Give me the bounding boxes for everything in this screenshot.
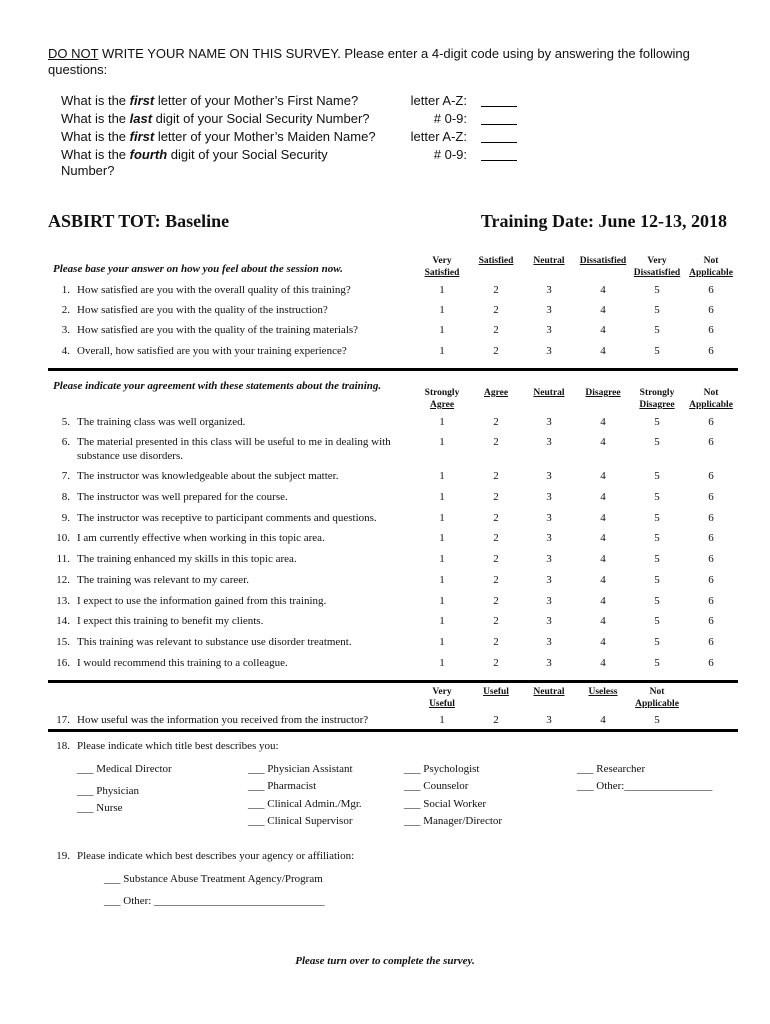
question-number: 15. [56,636,70,648]
question-text: How satisfied are you with the quality of the instruction? [77,304,328,316]
q18-option[interactable]: ___ Researcher [577,763,646,775]
column-header-top: Not [649,687,665,697]
question-row [0,490,770,506]
question-text: I expect this training to benefit my clients. [77,615,264,627]
question-row [0,573,770,589]
q18-option[interactable]: ___ Counselor [404,780,469,792]
rating-option[interactable]: 2 [493,574,499,586]
column-header-label: Dissatisfied [579,256,627,266]
rating-option[interactable]: 6 [708,636,714,648]
column-header-label: Satisfied [478,256,514,266]
column-header [466,686,526,698]
rating-option[interactable]: 1 [439,714,445,726]
section-divider [48,368,738,371]
column-header-top: Strongly [424,388,460,398]
rating-option[interactable]: 4 [600,714,606,726]
question-row [0,283,770,299]
code-question-row [61,129,521,145]
question-row [0,435,770,465]
question-text: The instructor was receptive to participant comments and questions. [77,512,377,524]
rating-option[interactable]: 5 [654,512,660,524]
rating-option[interactable]: 5 [654,532,660,544]
q18-option[interactable]: ___ Physician Assistant [248,763,353,775]
question-number: 5. [61,416,70,428]
q18-option[interactable]: ___ Nurse [77,802,123,814]
rating-option[interactable]: 4 [600,324,606,336]
question-row [0,531,770,547]
column-header-bottom [681,267,741,279]
section-divider [48,680,738,683]
rating-option[interactable]: 6 [708,532,714,544]
rating-option[interactable]: 3 [546,304,552,316]
column-header-top: Very [432,687,452,697]
question-number: 4. [61,345,70,357]
rating-option[interactable]: 6 [708,416,714,428]
question-number: 2. [61,304,70,316]
question-text: How satisfied are you with the overall quality of this training? [77,284,351,296]
rating-option[interactable]: 2 [493,553,499,565]
column-header-label: Applicable [689,400,733,410]
code-question-text [61,147,361,179]
column-header-bottom [466,255,526,267]
code-question-emphasis: first [129,129,155,144]
code-question-row [61,147,521,181]
code-hint: # 0-9: [433,147,467,162]
column-header-label: Useful [483,687,509,697]
rating-option[interactable]: 2 [493,615,499,627]
question-row [0,713,770,729]
q18-text: Please indicate which title best describes you: [77,740,279,752]
column-header-label: Applicable [635,699,679,709]
rating-option[interactable]: 4 [600,284,606,296]
rating-option[interactable]: 3 [546,636,552,648]
question-row [0,323,770,339]
column-header-bottom [412,399,472,411]
q18-option[interactable]: ___ Other:________________ [577,780,713,792]
rating-option[interactable]: 2 [493,416,499,428]
q19-option[interactable]: ___ Substance Abuse Treatment Agency/Program [104,873,323,885]
rating-option[interactable]: 5 [654,657,660,669]
q18-option[interactable]: ___ Clinical Supervisor [248,815,353,827]
question-text: I am currently effective when working in this topic area. [77,532,325,544]
code-answer-blank[interactable] [481,111,517,125]
question-number: 13. [56,595,70,607]
rating-option[interactable]: 3 [546,284,552,296]
rating-option[interactable]: 1 [439,304,445,316]
code-answer-blank[interactable] [481,147,517,161]
question-row [0,594,770,610]
code-question-pre: What is the [61,93,130,108]
code-question-emphasis: last [129,111,153,126]
column-header-bottom [519,686,579,698]
column-header [466,387,526,399]
rating-option[interactable]: 2 [493,345,499,357]
question-text: The instructor was knowledgeable about the subject matter. [77,470,339,482]
question-number: 12. [56,574,70,586]
rating-option[interactable]: 6 [708,491,714,503]
rating-option[interactable]: 4 [600,345,606,357]
question-text: The training class was well organized. [77,416,246,428]
q19-number: 19. [56,850,70,862]
column-header [627,387,687,411]
column-header-label: Applicable [689,268,733,278]
rating-option[interactable]: 5 [654,304,660,316]
rating-option[interactable]: 2 [493,512,499,524]
column-header-label: Disagree [639,400,675,410]
intro-instructions [48,46,738,78]
rating-option[interactable]: 4 [600,304,606,316]
column-header [627,255,687,279]
column-header [573,255,633,267]
do-not-text: DO NOT [48,46,99,61]
question-row [0,415,770,431]
question-row [0,656,770,672]
code-question-post: digit of your Social Security Number? [61,147,328,178]
question-number: 8. [61,491,70,503]
question-row [0,469,770,485]
rating-option[interactable]: 3 [546,491,552,503]
rating-option[interactable]: 4 [600,615,606,627]
column-header-bottom [627,698,687,710]
column-header [519,387,579,399]
column-header-label: Dissatisfied [633,268,681,278]
rating-option[interactable]: 3 [546,470,552,482]
q18-option[interactable]: ___ Psychologist [404,763,480,775]
question-row [0,552,770,568]
rating-option[interactable]: 3 [546,615,552,627]
rating-option[interactable]: 5 [654,436,660,448]
column-header-bottom [681,399,741,411]
rating-option[interactable]: 4 [600,436,606,448]
column-header-bottom [627,399,687,411]
rating-option[interactable]: 2 [493,532,499,544]
rating-option[interactable]: 5 [654,615,660,627]
rating-option[interactable]: 6 [708,470,714,482]
question-text: The material presented in this class will be useful to me in dealing with substance use disorders. [77,436,391,462]
rating-option[interactable]: 1 [439,470,445,482]
code-hint: # 0-9: [433,111,467,126]
rating-option[interactable]: 5 [654,284,660,296]
rating-option[interactable]: 1 [439,553,445,565]
rating-option[interactable]: 6 [708,615,714,627]
rating-option[interactable]: 3 [546,416,552,428]
question-text: How useful was the information you received from the instructor? [77,714,369,726]
rating-option[interactable]: 1 [439,284,445,296]
code-question-row [61,93,521,109]
intro-text: WRITE YOUR NAME ON THIS SURVEY. Please enter a 4-digit code using by answering the following questions: [48,46,690,77]
rating-option[interactable]: 3 [546,512,552,524]
code-question-post: digit of your Social Security Number? [152,111,370,126]
code-answer-blank[interactable] [481,93,517,107]
column-header-bottom [412,267,472,279]
rating-option[interactable]: 1 [439,491,445,503]
rating-option[interactable]: 5 [654,553,660,565]
q18-number: 18. [56,740,70,752]
rating-option[interactable]: 4 [600,532,606,544]
q19-text: Please indicate which best describes your agency or affiliation: [77,850,355,862]
column-header-bottom [627,267,687,279]
code-hint: letter A-Z: [410,129,467,144]
rating-option[interactable]: 4 [600,416,606,428]
column-header [681,255,741,279]
column-header [627,686,687,710]
section-prompt: Please base your answer on how you feel about the session now. [53,263,343,275]
rating-option[interactable]: 1 [439,532,445,544]
rating-option[interactable]: 1 [439,615,445,627]
column-header [412,387,472,411]
rating-option[interactable]: 6 [708,436,714,448]
rating-option[interactable]: 4 [600,491,606,503]
column-header-top: Not [703,388,719,398]
rating-option[interactable]: 1 [439,574,445,586]
column-header-bottom [412,698,472,710]
question-number: 16. [56,657,70,669]
column-header-label: Useful [429,699,455,709]
rating-option[interactable]: 5 [654,416,660,428]
rating-option[interactable]: 5 [654,636,660,648]
rating-option[interactable]: 1 [439,416,445,428]
training-date: Training Date: June 12-13, 2018 [480,211,727,231]
question-row [0,635,770,651]
rating-option[interactable]: 2 [493,491,499,503]
rating-option[interactable]: 6 [708,324,714,336]
rating-option[interactable]: 2 [493,470,499,482]
code-answer-blank[interactable] [481,129,517,143]
column-header-label: Useless [588,687,618,697]
column-header-top: Very [647,256,667,266]
rating-option[interactable]: 6 [708,304,714,316]
rating-option[interactable]: 2 [493,714,499,726]
rating-option[interactable]: 5 [654,574,660,586]
rating-option[interactable]: 2 [493,436,499,448]
rating-option[interactable]: 3 [546,595,552,607]
rating-option[interactable]: 5 [654,470,660,482]
question-text: I expect to use the information gained from this training. [77,595,327,607]
code-question-emphasis: fourth [129,147,168,162]
q18-option[interactable]: ___ Physician [77,785,140,797]
rating-option[interactable]: 2 [493,636,499,648]
rating-option[interactable]: 1 [439,436,445,448]
question-number: 6. [61,436,70,448]
q19-option[interactable]: ___ Other: _______________________________ [104,895,325,907]
question-text: How satisfied are you with the quality of the training materials? [77,324,359,336]
question-number: 14. [56,615,70,627]
code-question-emphasis: first [129,93,155,108]
rating-option[interactable]: 4 [600,574,606,586]
code-question-post: letter of your Mother’s Maiden Name? [154,129,376,144]
rating-option[interactable]: 4 [600,657,606,669]
column-header-bottom [573,255,633,267]
survey-title: ASBIRT TOT: Baseline [48,211,230,231]
rating-option[interactable]: 2 [493,657,499,669]
column-header [573,686,633,698]
column-header-label: Neutral [533,256,565,266]
column-header-bottom [519,387,579,399]
question-text: Overall, how satisfied are you with your training experience? [77,345,347,357]
rating-option[interactable]: 6 [708,574,714,586]
rating-option[interactable]: 1 [439,345,445,357]
question-text: I would recommend this training to a colleague. [77,657,288,669]
column-header-label: Agree [429,400,455,410]
q18-option[interactable]: ___ Pharmacist [248,780,317,792]
rating-option[interactable]: 6 [708,512,714,524]
column-header-bottom [519,255,579,267]
question-number: 10. [56,532,70,544]
rating-option[interactable]: 2 [493,324,499,336]
rating-option[interactable]: 3 [546,657,552,669]
section-prompt: Please indicate your agreement with these statements about the training. [53,380,382,392]
rating-option[interactable]: 1 [439,512,445,524]
question-row [0,344,770,360]
column-header-bottom [573,686,633,698]
code-question-pre: What is the [61,111,130,126]
code-question-post: letter of your Mother’s First Name? [154,93,359,108]
column-header-bottom [466,686,526,698]
rating-option[interactable]: 4 [600,636,606,648]
column-header-bottom [573,387,633,399]
question-number: 11. [56,553,70,565]
rating-option[interactable]: 6 [708,345,714,357]
question-text: The training was relevant to my career. [77,574,249,586]
column-header-label: Neutral [533,388,565,398]
question-row [0,614,770,630]
question-number: 9. [61,512,70,524]
rating-option[interactable]: 1 [439,324,445,336]
rating-option[interactable]: 6 [708,284,714,296]
column-header [466,255,526,267]
column-header-top: Not [703,256,719,266]
question-row [0,511,770,527]
column-header-label: Agree [483,388,509,398]
column-header [519,686,579,698]
question-text: The training enhanced my skills in this topic area. [77,553,297,565]
column-header-top: Very [432,256,452,266]
question-number: 7. [61,470,70,482]
question-text: The instructor was well prepared for the course. [77,491,288,503]
rating-option[interactable]: 3 [546,345,552,357]
question-number: 1. [61,284,70,296]
rating-option[interactable]: 4 [600,595,606,607]
column-header [573,387,633,399]
q18-option[interactable]: ___ Manager/Director [404,815,503,827]
rating-option[interactable]: 3 [546,436,552,448]
code-question-pre: What is the [61,147,130,162]
column-header [412,686,472,710]
rating-option[interactable]: 6 [708,595,714,607]
q18-option[interactable]: ___ Social Worker [404,798,487,810]
question-text: This training was relevant to substance use disorder treatment. [77,636,352,648]
rating-option[interactable]: 6 [708,553,714,565]
rating-option[interactable]: 5 [654,595,660,607]
q18-option[interactable]: ___ Clinical Admin./Mgr. [248,798,362,810]
rating-option[interactable]: 5 [654,714,660,726]
question-number: 3. [61,324,70,336]
rating-option[interactable]: 5 [654,324,660,336]
q18-option[interactable]: ___ Medical Director [77,763,172,775]
column-header-top: Strongly [639,388,675,398]
code-question-row [61,111,521,127]
column-header-bottom [466,387,526,399]
code-hint: letter A-Z: [410,93,467,108]
question-number: 17. [56,714,70,726]
rating-option[interactable]: 3 [546,714,552,726]
column-header-label: Satisfied [424,268,460,278]
section-divider [48,729,738,732]
rating-option[interactable]: 2 [493,304,499,316]
rating-option[interactable]: 2 [493,595,499,607]
rating-option[interactable]: 4 [600,470,606,482]
code-question-pre: What is the [61,129,130,144]
rating-option[interactable]: 2 [493,284,499,296]
column-header-label: Disagree [585,388,621,398]
rating-option[interactable]: 3 [546,324,552,336]
rating-option[interactable]: 3 [546,532,552,544]
rating-option[interactable]: 3 [546,553,552,565]
rating-option[interactable]: 5 [654,491,660,503]
column-header [412,255,472,279]
rating-option[interactable]: 1 [439,636,445,648]
column-header [519,255,579,267]
rating-option[interactable]: 6 [708,657,714,669]
rating-option[interactable]: 4 [600,512,606,524]
rating-option[interactable]: 5 [654,345,660,357]
rating-option[interactable]: 1 [439,657,445,669]
column-header-label: Neutral [533,687,565,697]
rating-option[interactable]: 4 [600,553,606,565]
rating-option[interactable]: 3 [546,574,552,586]
column-header [681,387,741,411]
rating-option[interactable]: 1 [439,595,445,607]
footer-note: Please turn over to complete the survey. [295,955,475,967]
question-row [0,303,770,319]
